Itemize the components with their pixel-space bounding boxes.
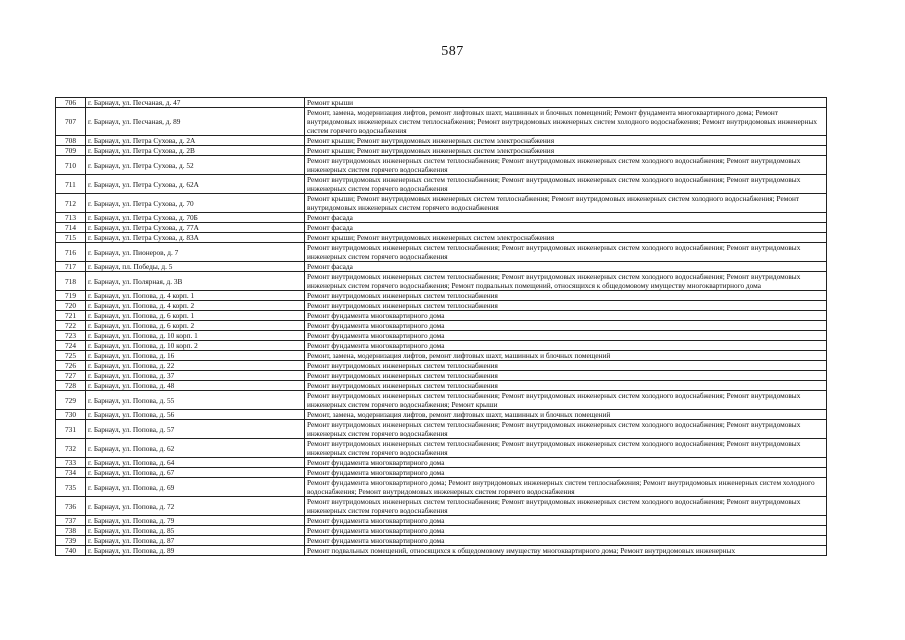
works-cell: Ремонт внутридомовых инженерных систем теплоснабжения xyxy=(305,361,827,371)
row-number-cell: 729 xyxy=(56,391,86,410)
address-cell: г. Барнаул, ул. Попова, д. 10 корп. 2 xyxy=(86,341,305,351)
works-cell: Ремонт фундамента многоквартирного дома; Ремонт внутридомовых инженерных систем теплоснабжения; Ремонт внутридомовых инженерных систем холодного водоснабжения; Ремонт внутридомовых инженерных систем горячего водоснабжения xyxy=(305,478,827,497)
table-row xyxy=(56,262,827,272)
row-number-cell: 714 xyxy=(56,223,86,233)
page-number: 587 xyxy=(441,44,464,59)
works-cell: Ремонт, замена, модернизация лифтов, ремонт лифтовых шахт, машинных и блочных помещений; Ремонт фундамента многоквартирного дома; Ремонт внутридомовых инженерных систем теплоснабжения; Ремонт внутридомовых инженерных систем холодного водоснабжения; Ремонт внутридомовых инженерных систем горячего водоснабжения xyxy=(305,108,827,136)
address-cell: г. Барнаул, ул. Попова, д. 6 корп. 2 xyxy=(86,321,305,331)
row-number-cell: 728 xyxy=(56,381,86,391)
table-row xyxy=(56,439,827,458)
row-number-cell: 713 xyxy=(56,213,86,223)
works-cell: Ремонт фундамента многоквартирного дома xyxy=(305,341,827,351)
address-cell: г. Барнаул, ул. Попова, д. 87 xyxy=(86,536,305,546)
works-cell: Ремонт внутридомовых инженерных систем теплоснабжения xyxy=(305,371,827,381)
row-number-cell: 733 xyxy=(56,458,86,468)
row-number-cell: 732 xyxy=(56,439,86,458)
works-cell: Ремонт крыши; Ремонт внутридомовых инженерных систем электроснабжения xyxy=(305,233,827,243)
works-cell: Ремонт внутридомовых инженерных систем теплоснабжения; Ремонт внутридомовых инженерных систем холодного водоснабжения; Ремонт внутридомовых инженерных систем горячего водоснабжения xyxy=(305,439,827,458)
row-number-cell: 711 xyxy=(56,175,86,194)
works-cell: Ремонт фундамента многоквартирного дома xyxy=(305,516,827,526)
row-number-cell: 731 xyxy=(56,420,86,439)
address-cell: г. Барнаул, ул. Песчаная, д. 47 xyxy=(86,98,305,108)
table-row xyxy=(56,391,827,410)
table-row xyxy=(56,291,827,301)
table-row xyxy=(56,526,827,536)
table-row xyxy=(56,156,827,175)
table-row xyxy=(56,243,827,262)
works-cell: Ремонт фундамента многоквартирного дома xyxy=(305,526,827,536)
address-cell: г. Барнаул, ул. Попова, д. 56 xyxy=(86,410,305,420)
row-number-cell: 706 xyxy=(56,98,86,108)
row-number-cell: 718 xyxy=(56,272,86,291)
works-cell: Ремонт фундамента многоквартирного дома xyxy=(305,321,827,331)
table-row xyxy=(56,175,827,194)
row-number-cell: 707 xyxy=(56,108,86,136)
works-cell: Ремонт фасада xyxy=(305,262,827,272)
row-number-cell: 725 xyxy=(56,351,86,361)
table-row xyxy=(56,272,827,291)
row-number-cell: 730 xyxy=(56,410,86,420)
works-cell: Ремонт фасада xyxy=(305,213,827,223)
works-cell: Ремонт фундамента многоквартирного дома xyxy=(305,458,827,468)
table-row xyxy=(56,233,827,243)
row-number-cell: 739 xyxy=(56,536,86,546)
row-number-cell: 720 xyxy=(56,301,86,311)
works-cell: Ремонт крыши; Ремонт внутридомовых инженерных систем электроснабжения xyxy=(305,136,827,146)
table-row xyxy=(56,351,827,361)
address-cell: г. Барнаул, ул. Попова, д. 67 xyxy=(86,468,305,478)
address-cell: г. Барнаул, пл. Победы, д. 5 xyxy=(86,262,305,272)
row-number-cell: 719 xyxy=(56,291,86,301)
address-cell: г. Барнаул, ул. Попова, д. 85 xyxy=(86,526,305,536)
table-row xyxy=(56,311,827,321)
works-cell: Ремонт внутридомовых инженерных систем теплоснабжения; Ремонт внутридомовых инженерных систем холодного водоснабжения; Ремонт внутридомовых инженерных систем горячего водоснабжения xyxy=(305,497,827,516)
row-number-cell: 708 xyxy=(56,136,86,146)
address-cell: г. Барнаул, ул. Петра Сухова, д. 52 xyxy=(86,156,305,175)
table-row xyxy=(56,516,827,526)
address-cell: г. Барнаул, ул. Попова, д. 55 xyxy=(86,391,305,410)
table-row xyxy=(56,223,827,233)
table-row xyxy=(56,321,827,331)
row-number-cell: 715 xyxy=(56,233,86,243)
table-row xyxy=(56,468,827,478)
table-row xyxy=(56,331,827,341)
works-cell: Ремонт фундамента многоквартирного дома xyxy=(305,468,827,478)
row-number-cell: 723 xyxy=(56,331,86,341)
row-number-cell: 726 xyxy=(56,361,86,371)
address-cell: г. Барнаул, ул. Попова, д. 79 xyxy=(86,516,305,526)
table-row xyxy=(56,361,827,371)
table-row xyxy=(56,546,827,556)
row-number-cell: 709 xyxy=(56,146,86,156)
row-number-cell: 736 xyxy=(56,497,86,516)
works-cell: Ремонт внутридомовых инженерных систем теплоснабжения xyxy=(305,301,827,311)
address-cell: г. Барнаул, ул. Попова, д. 62 xyxy=(86,439,305,458)
row-number-cell: 722 xyxy=(56,321,86,331)
works-cell: Ремонт внутридомовых инженерных систем теплоснабжения; Ремонт внутридомовых инженерных систем холодного водоснабжения; Ремонт внутридомовых инженерных систем горячего водоснабжения; Ремонт крыши xyxy=(305,391,827,410)
row-number-cell: 735 xyxy=(56,478,86,497)
row-number-cell: 737 xyxy=(56,516,86,526)
address-cell: г. Барнаул, ул. Попова, д. 16 xyxy=(86,351,305,361)
address-cell: г. Барнаул, ул. Петра Сухова, д. 70Б xyxy=(86,213,305,223)
table-row xyxy=(56,536,827,546)
table-row xyxy=(56,136,827,146)
works-cell: Ремонт внутридомовых инженерных систем теплоснабжения; Ремонт внутридомовых инженерных систем холодного водоснабжения; Ремонт внутридомовых инженерных систем горячего водоснабжения xyxy=(305,156,827,175)
address-cell: г. Барнаул, ул. Попова, д. 72 xyxy=(86,497,305,516)
table-row xyxy=(56,108,827,136)
row-number-cell: 734 xyxy=(56,468,86,478)
works-cell: Ремонт крыши; Ремонт внутридомовых инженерных систем теплоснабжения; Ремонт внутридомовых инженерных систем холодного водоснабжения; Ремонт внутридомовых инженерных систем горячего водоснабжения xyxy=(305,194,827,213)
address-cell: г. Барнаул, ул. Петра Сухова, д. 77А xyxy=(86,223,305,233)
table-row xyxy=(56,146,827,156)
row-number-cell: 717 xyxy=(56,262,86,272)
address-cell: г. Барнаул, ул. Петра Сухова, д. 2А xyxy=(86,136,305,146)
works-cell: Ремонт подвальных помещений, относящихся к общедомовому имуществу многоквартирного дома; Ремонт внутридомовых инженерных xyxy=(305,546,827,556)
works-cell: Ремонт, замена, модернизация лифтов, ремонт лифтовых шахт, машинных и блочных помещений xyxy=(305,410,827,420)
registry-table-body xyxy=(56,98,827,556)
address-cell: г. Барнаул, ул. Попова, д. 57 xyxy=(86,420,305,439)
table-row xyxy=(56,478,827,497)
row-number-cell: 721 xyxy=(56,311,86,321)
address-cell: г. Барнаул, ул. Петра Сухова, д. 83А xyxy=(86,233,305,243)
row-number-cell: 710 xyxy=(56,156,86,175)
table-row xyxy=(56,371,827,381)
address-cell: г. Барнаул, ул. Петра Сухова, д. 2В xyxy=(86,146,305,156)
works-cell: Ремонт внутридомовых инженерных систем теплоснабжения; Ремонт внутридомовых инженерных систем холодного водоснабжения; Ремонт внутридомовых инженерных систем горячего водоснабжения xyxy=(305,243,827,262)
row-number-cell: 740 xyxy=(56,546,86,556)
row-number-cell: 724 xyxy=(56,341,86,351)
table-row xyxy=(56,341,827,351)
works-cell: Ремонт внутридомовых инженерных систем теплоснабжения xyxy=(305,381,827,391)
works-cell: Ремонт внутридомовых инженерных систем теплоснабжения; Ремонт внутридомовых инженерных систем холодного водоснабжения; Ремонт внутридомовых инженерных систем горячего водоснабжения xyxy=(305,175,827,194)
works-cell: Ремонт внутридомовых инженерных систем теплоснабжения; Ремонт внутридомовых инженерных систем холодного водоснабжения; Ремонт внутридомовых инженерных систем горячего водоснабжения xyxy=(305,420,827,439)
works-cell: Ремонт внутридомовых инженерных систем теплоснабжения; Ремонт внутридомовых инженерных систем холодного водоснабжения; Ремонт внутридомовых инженерных систем горячего водоснабжения; Ремонт подвальных помещений, относящихся к общедомовому имуществу многоквартирного дома xyxy=(305,272,827,291)
address-cell: г. Барнаул, ул. Попова, д. 4 корп. 1 xyxy=(86,291,305,301)
table-row xyxy=(56,410,827,420)
table-row xyxy=(56,194,827,213)
address-cell: г. Барнаул, ул. Петра Сухова, д. 62А xyxy=(86,175,305,194)
works-cell: Ремонт фундамента многоквартирного дома xyxy=(305,311,827,321)
address-cell: г. Барнаул, ул. Попова, д. 37 xyxy=(86,371,305,381)
registry-table xyxy=(55,97,827,556)
address-cell: г. Барнаул, ул. Попова, д. 89 xyxy=(86,546,305,556)
row-number-cell: 712 xyxy=(56,194,86,213)
works-cell: Ремонт фасада xyxy=(305,223,827,233)
table-row xyxy=(56,213,827,223)
table-row xyxy=(56,458,827,468)
works-cell: Ремонт фундамента многоквартирного дома xyxy=(305,331,827,341)
works-cell: Ремонт внутридомовых инженерных систем теплоснабжения xyxy=(305,291,827,301)
works-cell: Ремонт крыши; Ремонт внутридомовых инженерных систем электроснабжения xyxy=(305,146,827,156)
works-cell: Ремонт крыши xyxy=(305,98,827,108)
table-row xyxy=(56,98,827,108)
row-number-cell: 738 xyxy=(56,526,86,536)
address-cell: г. Барнаул, ул. Попова, д. 64 xyxy=(86,458,305,468)
address-cell: г. Барнаул, ул. Полярная, д. 3В xyxy=(86,272,305,291)
table-row xyxy=(56,301,827,311)
row-number-cell: 716 xyxy=(56,243,86,262)
table-row xyxy=(56,381,827,391)
address-cell: г. Барнаул, ул. Попова, д. 6 корп. 1 xyxy=(86,311,305,321)
table-row xyxy=(56,497,827,516)
works-cell: Ремонт фундамента многоквартирного дома xyxy=(305,536,827,546)
table-row xyxy=(56,420,827,439)
address-cell: г. Барнаул, ул. Попова, д. 69 xyxy=(86,478,305,497)
address-cell: г. Барнаул, ул. Попова, д. 10 корп. 1 xyxy=(86,331,305,341)
address-cell: г. Барнаул, ул. Песчаная, д. 89 xyxy=(86,108,305,136)
address-cell: г. Барнаул, ул. Петра Сухова, д. 70 xyxy=(86,194,305,213)
address-cell: г. Барнаул, ул. Пионеров, д. 7 xyxy=(86,243,305,262)
address-cell: г. Барнаул, ул. Попова, д. 48 xyxy=(86,381,305,391)
address-cell: г. Барнаул, ул. Попова, д. 4 корп. 2 xyxy=(86,301,305,311)
address-cell: г. Барнаул, ул. Попова, д. 22 xyxy=(86,361,305,371)
row-number-cell: 727 xyxy=(56,371,86,381)
works-cell: Ремонт, замена, модернизация лифтов, ремонт лифтовых шахт, машинных и блочных помещений xyxy=(305,351,827,361)
